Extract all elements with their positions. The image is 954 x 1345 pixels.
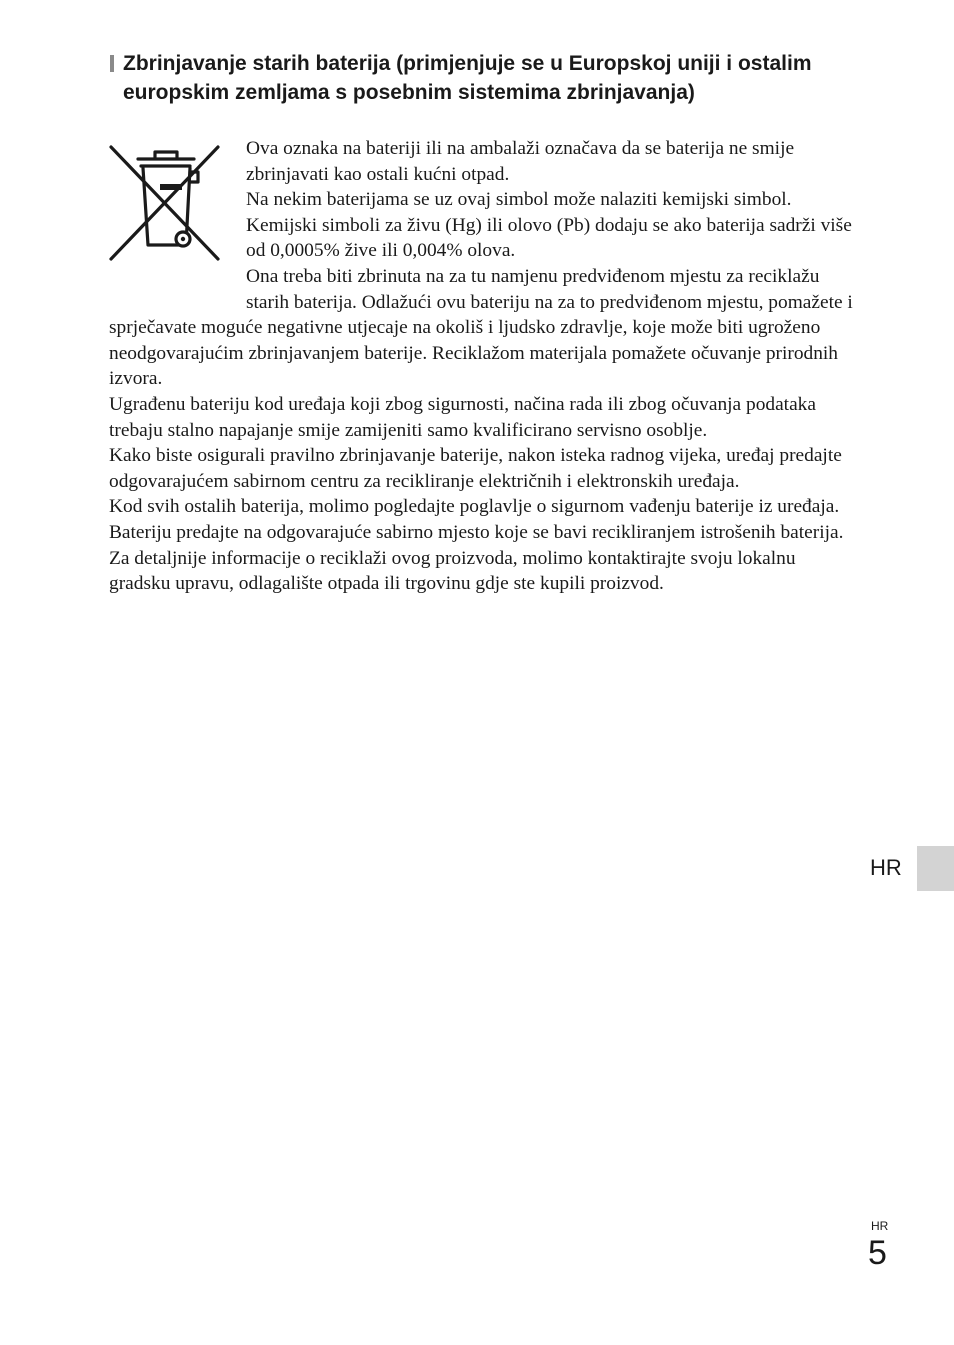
icon-space — [109, 136, 246, 290]
footer-language: HR — [871, 1219, 889, 1233]
page-number: 5 — [868, 1234, 887, 1272]
paragraph-4: Ugrađenu bateriju kod uređaja koji zbog sigurnosti, načina rada ili zbog očuvanja podataka trebaju stalno napajanje smije zamijeniti samo kvalificirano servisno osoblje. — [109, 393, 816, 441]
heading-marker — [110, 55, 114, 72]
body-text — [109, 136, 861, 597]
paragraph-1: Ova oznaka na bateriji ili na ambalaži označava da se baterija ne smije zbrinjavati kao ostali kućni otpad. — [246, 138, 795, 185]
paragraph-5: Kako biste osigurali pravilno zbrinjavanje baterije, nakon isteka radnog vijeka, uređaj predajte odgovarajućem sabirnom centru za recikliranje električnih i elektronskih uređaja. — [109, 445, 842, 492]
language-tab-label: HR — [870, 855, 902, 880]
language-tab — [917, 846, 954, 891]
paragraph-7: Za detaljnije informacije o reciklaži ovog proizvoda, molimo kontaktirajte svoju lokalnu gradsku upravu, odlagalište otpada ili trgovinu gdje ste kupili proizvod. — [109, 547, 796, 595]
paragraph-2: Na nekim baterijama se uz ovaj simbol može nalaziti kemijski simbol. Kemijski simboli za živu (Hg) ili olovo (Pb) dodaju se ako baterija sadrži više od 0,0005% žive ili 0,004% olova. — [246, 189, 852, 262]
paragraph-3: Ona treba biti zbrinuta na za tu namjenu predviđenom mjestu za reciklažu starih baterija. Odlažući ovu bateriju na za to predviđenom mjestu, pomažete i sprječavate moguće negativne utjecaje na okoliš i ljudsko zdravlje, koje može biti ugroženo neodgovarajućim zbrinjavanjem baterije. Reciklažom materijala pomažete očuvanje prirodnih izvora. — [109, 265, 853, 390]
paragraph-6: Kod svih ostalih baterija, molimo pogledajte poglavlje o sigurnom vađenju baterije iz uređaja. Bateriju predajte na odgovarajuće sabirno mjesto koje se bavi recikliranjem istrošenih baterija. — [109, 496, 844, 543]
section-title: Zbrinjavanje starih baterija (primjenjuje se u Europskoj uniji i ostalim europskim zemljama s posebnim sistemima zbrinjavanja) — [123, 52, 812, 104]
